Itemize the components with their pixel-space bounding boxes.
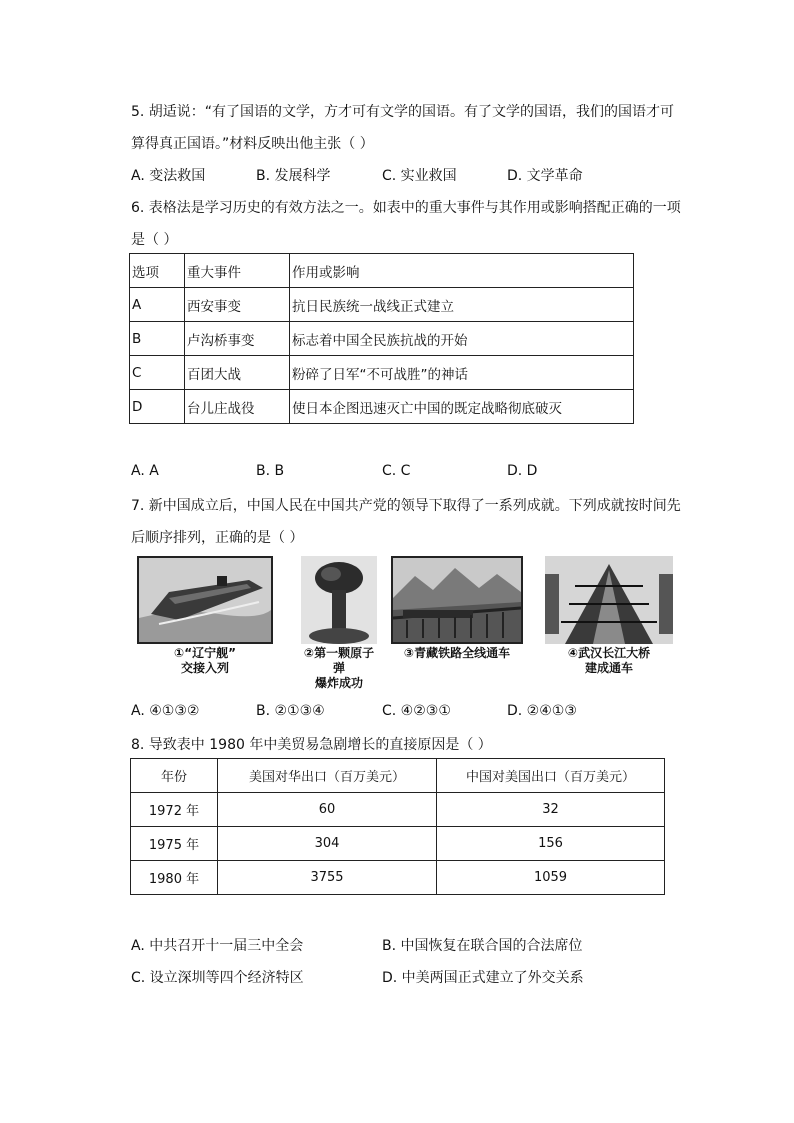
- q8-options-row2: [131, 967, 671, 989]
- table-cell: A: [130, 288, 185, 322]
- q7-image-2-caption: ②第一颗原子弹 爆炸成功: [303, 646, 375, 690]
- table-cell: 3755: [218, 861, 437, 895]
- table-cell: 使日本企图迅速灭亡中国的既定战略彻底破灭: [290, 390, 634, 424]
- table-cell: 304: [218, 827, 437, 861]
- q6-stem-line2: 是（ ）: [131, 232, 178, 248]
- q6-option-b[interactable]: B. B: [256, 463, 285, 479]
- table-cell: 台儿庄战役: [185, 390, 290, 424]
- table-header-cell: 年份: [131, 759, 218, 793]
- table-cell: B: [130, 322, 185, 356]
- q7-image-4: [545, 556, 673, 676]
- table-header-cell: 选项: [130, 254, 185, 288]
- q7-image-1: [137, 556, 273, 676]
- q7-image-3: [391, 556, 523, 661]
- q7-option-a[interactable]: A. ④①③②: [131, 703, 200, 719]
- table-cell: 1972 年: [131, 793, 218, 827]
- bridge-photo: [545, 556, 673, 644]
- table-cell: 1975 年: [131, 827, 218, 861]
- table-cell: 156: [437, 827, 665, 861]
- q8-option-a[interactable]: A. 中共召开十一届三中全会: [131, 938, 304, 954]
- table-header-row: [130, 254, 634, 288]
- q5-stem-line1: 5. 胡适说：“有了国语的文学，方才可有文学的国语。有了文学的国语，我们的国语才可: [131, 104, 675, 120]
- table-cell: 1059: [437, 861, 665, 895]
- q6-option-d[interactable]: D. D: [507, 463, 538, 479]
- q6-option-c[interactable]: C. C: [382, 463, 411, 479]
- q8-options-row1: [131, 935, 671, 957]
- mushroom-cloud-photo: [301, 556, 377, 644]
- table-header-cell: 美国对华出口（百万美元）: [218, 759, 437, 793]
- q5-stem-line2: 算得真正国语。”材料反映出他主张（ ）: [131, 136, 374, 152]
- table-cell: 32: [437, 793, 665, 827]
- q7-option-d[interactable]: D. ②④①③: [507, 703, 577, 719]
- q6-table: [129, 253, 634, 424]
- q5-option-d[interactable]: D. 文学革命: [507, 168, 583, 184]
- table-row: [131, 793, 665, 827]
- table-row: [130, 390, 634, 424]
- q8-option-b[interactable]: B. 中国恢复在联合国的合法席位: [382, 938, 583, 954]
- q7-image-strip: [131, 556, 677, 688]
- table-cell: 百团大战: [185, 356, 290, 390]
- q7-stem-line2: 后顺序排列，正确的是（ ）: [131, 530, 304, 546]
- table-row: [131, 861, 665, 895]
- q5-option-a[interactable]: A. 变法救国: [131, 168, 206, 184]
- q8-table: [130, 758, 665, 895]
- table-cell: D: [130, 390, 185, 424]
- table-header-cell: 作用或影响: [290, 254, 634, 288]
- table-cell: 粉碎了日军“不可战胜”的神话: [290, 356, 634, 390]
- table-header-cell: 重大事件: [185, 254, 290, 288]
- q7-image-2: [301, 556, 377, 691]
- q7-image-3-caption: ③青藏铁路全线通车: [403, 646, 511, 660]
- q7-image-4-caption: ④武汉长江大桥 建成通车: [567, 646, 651, 675]
- table-row: [130, 288, 634, 322]
- q6-stem-line1: 6. 表格法是学习历史的有效方法之一。如表中的重大事件与其作用或影响搭配正确的一项: [131, 200, 681, 216]
- railway-photo: [391, 556, 523, 644]
- table-cell: 标志着中国全民族抗战的开始: [290, 322, 634, 356]
- q7-image-1-caption: ①“辽宁舰” 交接入列: [174, 646, 236, 675]
- table-cell: 卢沟桥事变: [185, 322, 290, 356]
- q5-options: [131, 165, 671, 187]
- q8-option-d[interactable]: D. 中美两国正式建立了外交关系: [382, 970, 584, 986]
- table-cell: C: [130, 356, 185, 390]
- q6-options: [131, 463, 671, 485]
- table-cell: 60: [218, 793, 437, 827]
- table-header-cell: 中国对美国出口（百万美元）: [437, 759, 665, 793]
- aircraft-carrier-photo: [137, 556, 273, 644]
- q7-stem-line1: 7. 新中国成立后，中国人民在中国共产党的领导下取得了一系列成就。下列成就按时间先: [131, 498, 681, 514]
- q7-options: [131, 703, 671, 725]
- table-header-row: [131, 759, 665, 793]
- table-row: [130, 322, 634, 356]
- table-cell: 西安事变: [185, 288, 290, 322]
- q5-option-b[interactable]: B. 发展科学: [256, 168, 331, 184]
- q6-option-a[interactable]: A. A: [131, 463, 159, 479]
- table-cell: 抗日民族统一战线正式建立: [290, 288, 634, 322]
- q5-option-c[interactable]: C. 实业救国: [382, 168, 457, 184]
- q8-stem: 8. 导致表中 1980 年中美贸易急剧增长的直接原因是（ ）: [131, 737, 492, 753]
- q7-option-c[interactable]: C. ④②③①: [382, 703, 451, 719]
- q8-option-c[interactable]: C. 设立深圳等四个经济特区: [131, 970, 304, 986]
- q7-option-b[interactable]: B. ②①③④: [256, 703, 325, 719]
- table-row: [130, 356, 634, 390]
- table-cell: 1980 年: [131, 861, 218, 895]
- table-row: [131, 827, 665, 861]
